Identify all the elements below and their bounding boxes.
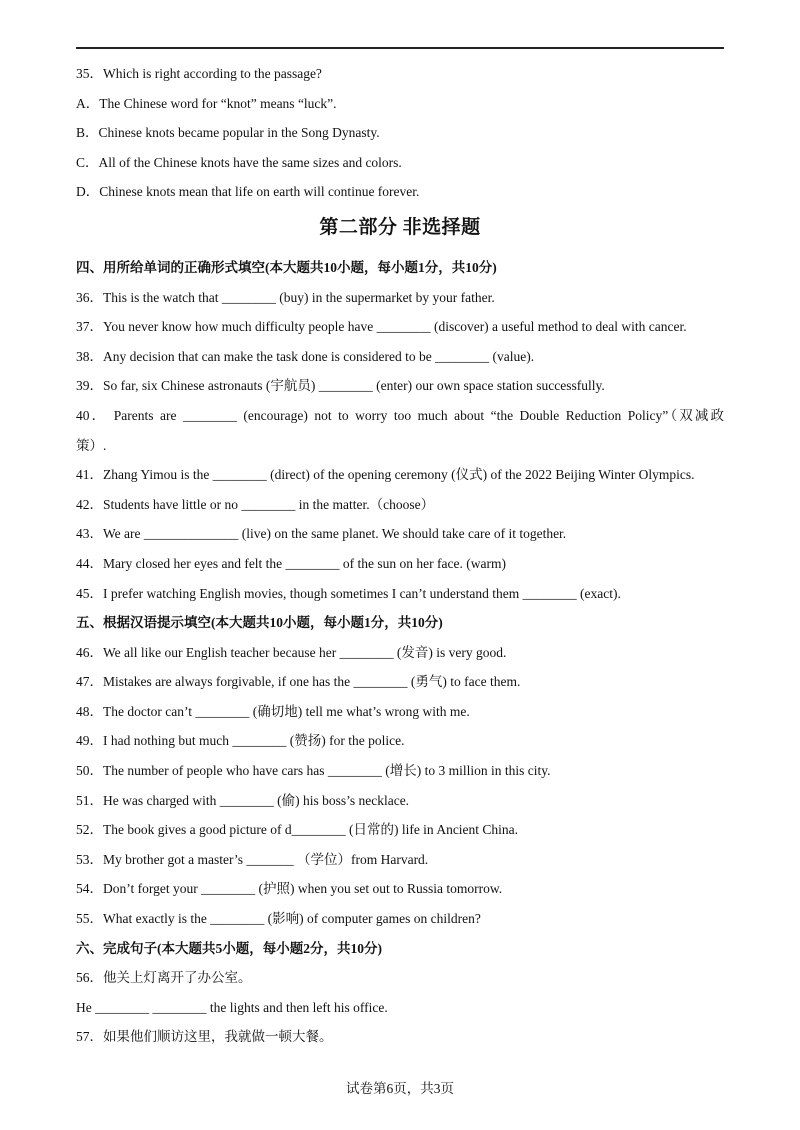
top-rule xyxy=(76,47,724,49)
question-item-continuation: 策）. xyxy=(76,437,107,453)
answer-line: He ________ ________ the lights and then left his office. xyxy=(76,999,388,1015)
part-two-title: 第二部分 非选择题 xyxy=(319,216,481,238)
question-item: 36．This is the watch that ________ (buy) in the supermarket by your father. xyxy=(76,289,495,305)
question-item: 50．The number of people who have cars has ________ (增长) to 3 million in this city. xyxy=(76,763,551,779)
question-item: 56．他关上灯离开了办公室。 xyxy=(76,970,252,986)
question-item: 42．Students have little or no ________ in the matter.（choose） xyxy=(76,496,435,512)
page-footer: 试卷第6页，共3页 xyxy=(346,1081,454,1096)
section-heading: 五、根据汉语提示填空(本大题共10小题，每小题1分，共10分) xyxy=(76,615,443,631)
question-item: 39．So far, six Chinese astronauts (宇航员) ________ (enter) our own space station successfully. xyxy=(76,378,605,394)
question-item: 55．What exactly is the ________ (影响) of computer games on children? xyxy=(76,911,481,927)
question-item: 43．We are ______________ (live) on the same planet. We should take care of it together. xyxy=(76,526,567,542)
question-item: 45．I prefer watching English movies, though sometimes I can’t understand them ________ (exact). xyxy=(76,585,621,601)
option-a: A．The Chinese word for “knot” means “luck”. xyxy=(76,95,337,111)
question-item: 49．I had nothing but much ________ (赞扬) for the police. xyxy=(76,733,405,749)
question-item: 53．My brother got a master’s _______ （学位）from Harvard. xyxy=(76,851,429,867)
question-item: 54．Don’t forget your ________ (护照) when you set out to Russia tomorrow. xyxy=(76,881,503,897)
section-heading: 四、用所给单词的正确形式填空(本大题共10小题，每小题1分，共10分) xyxy=(76,259,497,275)
exam-page-content xyxy=(76,59,724,1052)
question-item: 44．Mary closed her eyes and felt the ________ of the sun on her face. (warm) xyxy=(76,555,506,571)
question-item: 41．Zhang Yimou is the ________ (direct) of the opening ceremony (仪式) of the 2022 Beijing Winter Olympics. xyxy=(76,467,695,483)
section-five xyxy=(76,608,724,934)
section-heading: 六、完成句子(本大题共5小题，每小题2分，共10分) xyxy=(76,940,382,956)
option-b: B．Chinese knots became popular in the Song Dynasty. xyxy=(76,125,380,141)
question-item: 48．The doctor can’t ________ (确切地) tell me what’s wrong with me. xyxy=(76,703,470,719)
question-item: 38．Any decision that can make the task done is considered to be ________ (value). xyxy=(76,348,535,364)
question-item: 40． Parents are ________ (encourage) not to worry too much about “the Double Reduction Policy”（双减政 xyxy=(76,407,724,423)
option-d: D．Chinese knots mean that life on earth will continue forever. xyxy=(76,184,420,200)
question-35 xyxy=(76,59,724,207)
option-c: C．All of the Chinese knots have the same sizes and colors. xyxy=(76,154,402,170)
question-item: 51．He was charged with ________ (偷) his boss’s necklace. xyxy=(76,792,410,808)
question-stem: 35．Which is right according to the passage? xyxy=(76,66,322,81)
section-six xyxy=(76,934,724,1052)
question-item: 57．如果他们顺访这里，我就做一顿大餐。 xyxy=(76,1029,333,1045)
question-item: 47．Mistakes are always forgivable, if one has the ________ (勇气) to face them. xyxy=(76,674,521,690)
question-item: 52．The book gives a good picture of d________ (日常的) life in Ancient China. xyxy=(76,822,519,838)
section-four xyxy=(76,253,724,608)
question-item: 46．We all like our English teacher because her ________ (发音) is very good. xyxy=(76,644,507,660)
question-item: 37．You never know how much difficulty people have ________ (discover) a useful method to deal with cancer. xyxy=(76,319,687,335)
